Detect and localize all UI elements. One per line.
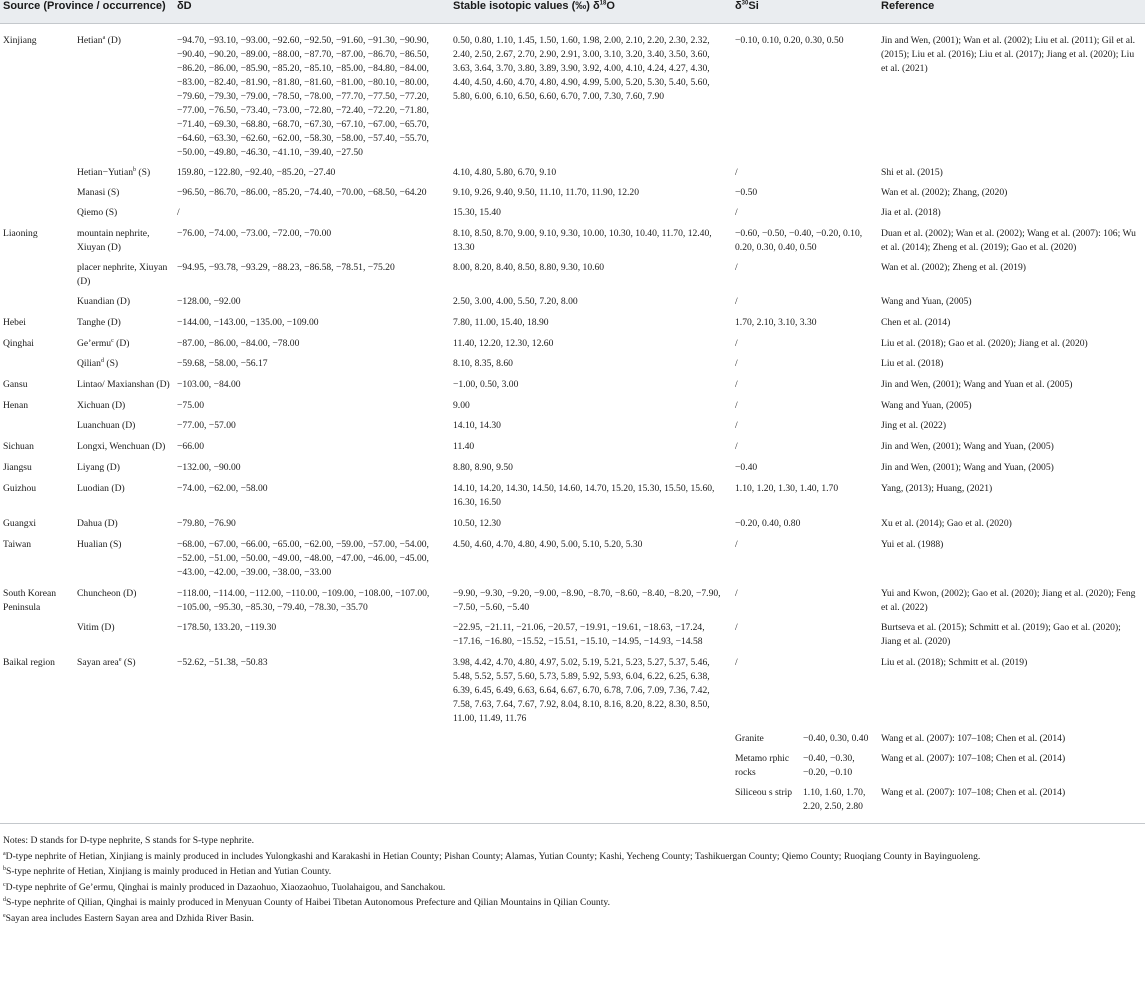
d30Si-values-cell: / — [735, 539, 738, 550]
occurrence-name: Luodian (D) — [77, 483, 125, 494]
d18O-values-cell: 4.50, 4.60, 4.70, 4.80, 4.90, 5.00, 5.10, 5.20, 5.30 — [453, 539, 643, 550]
reference-cell: Duan et al. (2002); Wan et al. (2002); Wang et al. (2007): 106; Wu et al. (2014); Zheng et al. (2019); Gao et al. (2020) — [881, 228, 1136, 253]
footnote-marker: c — [111, 337, 114, 344]
occurrence-cell — [74, 314, 174, 335]
d18O-values-cell: 11.40, 12.20, 12.30, 12.60 — [453, 338, 554, 349]
d18O-values-cell: 14.10, 14.20, 14.30, 14.50, 14.60, 14.70, 15.20, 15.30, 15.50, 15.60, 16.30, 16.50 — [453, 483, 715, 508]
d30Si-values-cell: / — [735, 441, 738, 452]
d18O-values-cell: 3.98, 4.42, 4.70, 4.80, 4.97, 5.02, 5.19, 5.21, 5.23, 5.27, 5.37, 5.46, 5.48, 5.52, 5.57, 5.60, 5.73, 5.89, 5.92, 5.93, 6.04, 6.22, 6.25, 6.38, 6.39, 6.45, 6.49, 6.63, 6.64, 6.67, 6.70, 6.78, 7.06, 7.09, 7.36, 7.42, 7.58, 7.63, 7.64, 7.67, 7.92, 8.04, 8.10, 8.16, 8.20, 8.22, 8.30, 8.50, 11.00, 11.49, 11.76 — [453, 657, 710, 724]
header-d30Si-suffix: Si — [748, 0, 759, 12]
d30Si-values-cell: −0.60, −0.50, −0.40, −0.20, 0.10, 0.20, 0.30, 0.40, 0.50 — [735, 228, 863, 253]
dD-values-cell: / — [177, 207, 180, 218]
d18O-values-cell: 0.50, 0.80, 1.10, 1.45, 1.50, 1.60, 1.98, 2.00, 2.10, 2.20, 2.30, 2.32, 2.40, 2.50, 2.67, 2.70, 2.90, 2.91, 3.00, 3.10, 3.20, 3.40, 3.50, 3.60, 3.63, 3.64, 3.70, 3.80, 3.89, 3.90, 3.92, 4.00, 4.10, 4.24, 4.27, 4.30, 4.40, 4.50, 4.60, 4.70, 4.80, 4.90, 4.99, 5.00, 5.20, 5.30, 5.40, 5.60, 5.80, 6.00, 6.10, 6.50, 6.60, 6.70, 7.00, 7.30, 7.60, 7.90 — [453, 35, 710, 102]
d18O-values-cell: −22.95, −21.11, −21.06, −20.57, −19.91, −19.61, −18.63, −17.24, −17.16, −16.80, −15.52, −15.51, −15.10, −14.95, −14.93, −14.58 — [453, 622, 705, 647]
reference-cell: Xu et al. (2014); Gao et al. (2020) — [881, 518, 1012, 529]
d30Si-values-cell: / — [735, 262, 738, 273]
note-b-marker: b — [3, 865, 6, 872]
d18O-values-cell: 7.80, 11.00, 15.40, 18.90 — [453, 317, 549, 328]
d18O-values-cell: 9.00 — [453, 400, 470, 411]
si-values-cell: −0.40, −0.30, −0.20, −0.10 — [803, 753, 855, 778]
occurrence-name: Hetian−Yutian — [77, 167, 134, 178]
occurrence-cell — [74, 585, 174, 620]
header-source: Source (Province / occurrence) — [0, 0, 174, 24]
province-cell: Baikal region — [3, 657, 55, 668]
reference-cell: Wang et al. (2007): 107–108; Chen et al. (2014) — [881, 753, 1066, 764]
province-cell — [0, 205, 74, 225]
note-c-marker: c — [3, 881, 6, 888]
d30Si-values-cell: −0.40 — [735, 462, 758, 473]
note-d-text: S-type nephrite of Qilian, Qinghai is mainly produced in Menyuan County of Haibei Tibetan Autonomous Prefecture and Qilian Mountains in Qilian County. — [6, 897, 610, 908]
province-cell: Xinjiang — [3, 35, 37, 46]
reference-cell: Wan et al. (2002); Zheng et al. (2019) — [881, 262, 1026, 273]
table-row — [0, 356, 1145, 376]
empty-cell — [0, 731, 732, 751]
dD-values-cell: −76.00, −74.00, −73.00, −72.00, −70.00 — [177, 228, 332, 239]
footnote-marker: d — [100, 357, 104, 364]
dD-values-cell: −132.00, −90.00 — [177, 462, 241, 473]
table-row — [0, 24, 1145, 166]
occurrence-name: Sayan area — [77, 657, 119, 668]
d30Si-values-cell: −0.10, 0.10, 0.20, 0.30, 0.50 — [735, 35, 844, 46]
occurrence-name: Qilian — [77, 358, 101, 369]
d18O-values-cell: 8.00, 8.20, 8.40, 8.50, 8.80, 9.30, 10.60 — [453, 262, 605, 273]
reference-cell: Wang and Yuan, (2005) — [881, 400, 972, 411]
empty-cell — [0, 785, 732, 819]
dD-values-cell: −94.95, −93.78, −93.29, −88.23, −86.58, −78.51, −75.20 — [177, 262, 395, 273]
footnote-marker: b — [133, 166, 137, 173]
occurrence-cell — [74, 24, 174, 166]
reference-cell: Liu et al. (2018) — [881, 358, 944, 369]
reference-cell: Jing et al. (2022) — [881, 420, 947, 431]
reference-cell: Yang, (2013); Huang, (2021) — [881, 483, 993, 494]
occurrence-cell — [74, 356, 174, 376]
note-c — [3, 880, 1142, 896]
dD-values-cell: −77.00, −57.00 — [177, 420, 236, 431]
table-row — [0, 620, 1145, 654]
d30Si-values-cell: / — [735, 622, 738, 633]
si-values-cell: 1.10, 1.60, 1.70, 2.20, 2.50, 2.80 — [803, 787, 866, 812]
dD-values-cell: 159.80, −122.80, −92.40, −85.20, −27.40 — [177, 167, 336, 178]
occurrence-cell — [74, 480, 174, 515]
d30Si-values-cell: 1.70, 2.10, 3.10, 3.30 — [735, 317, 817, 328]
d18O-values-cell: −1.00, 0.50, 3.00 — [453, 379, 519, 390]
si-reference-row — [0, 751, 1145, 785]
occurrence-cell — [74, 418, 174, 438]
d18O-values-cell: 11.40 — [453, 441, 475, 452]
province-cell: Jiangsu — [3, 462, 32, 473]
province-cell: South Korean Peninsula — [3, 588, 57, 613]
reference-cell: Wan et al. (2002); Zhang, (2020) — [881, 187, 1008, 198]
d30Si-values-cell: / — [735, 167, 738, 178]
d30Si-values-cell: / — [735, 207, 738, 218]
province-cell: Gansu — [3, 379, 28, 390]
nephrite-type: (S) — [136, 167, 151, 178]
province-cell: Taiwan — [3, 539, 32, 550]
d18O-values-cell: 8.10, 8.35, 8.60 — [453, 358, 513, 369]
dD-values-cell: −75.00 — [177, 400, 204, 411]
occurrence-cell — [74, 260, 174, 294]
reference-cell: Jin and Wen, (2001); Wang and Yuan, (2005) — [881, 441, 1054, 452]
province-cell — [0, 418, 74, 438]
dD-values-cell: −118.00, −114.00, −112.00, −110.00, −109.00, −108.00, −107.00, −105.00, −95.30, −85.30, −79.40, −78.30, −35.70 — [177, 588, 430, 613]
table-row — [0, 260, 1145, 294]
header-d18O-suffix: O — [606, 0, 615, 12]
table-row — [0, 438, 1145, 459]
occurrence-cell — [74, 225, 174, 260]
nephrite-type: (S) — [103, 358, 119, 369]
occurrence-cell — [74, 620, 174, 654]
reference-cell: Shi et al. (2015) — [881, 167, 943, 178]
rock-type-cell: Siliceou s strip — [735, 787, 793, 798]
table-row — [0, 185, 1145, 205]
rock-type-cell: Metamo rphic rocks — [735, 753, 790, 778]
occurrence-name: Liyang (D) — [77, 462, 120, 473]
occurrence-name: Hualian (S) — [77, 539, 122, 550]
note-e — [3, 911, 1142, 927]
header-d18O-text: Stable isotopic values (‰) δ — [453, 0, 600, 12]
reference-cell: Burtseva et al. (2015); Schmitt et al. (2019); Gao et al. (2020); Jiang et al. (2020) — [881, 622, 1121, 647]
occurrence-cell — [74, 515, 174, 536]
d18O-values-cell: 10.50, 12.30 — [453, 518, 501, 529]
dD-values-cell: −103.00, −84.00 — [177, 379, 241, 390]
occurrence-name: Chuncheon (D) — [77, 588, 137, 599]
occurrence-cell — [74, 165, 174, 185]
dD-values-cell: −52.62, −51.38, −50.83 — [177, 657, 268, 668]
reference-cell: Jin and Wen, (2001); Wan et al. (2002); Liu et al. (2011); Gil et al. (2015); Liu et al. (2016); Liu et al. (2017); Jiang et al. (2020); Liu et al. (2021) — [881, 35, 1136, 74]
dD-values-cell: −74.00, −62.00, −58.00 — [177, 483, 268, 494]
dD-values-cell: −68.00, −67.00, −66.00, −65.00, −62.00, −59.00, −57.00, −54.00, −52.00, −51.00, −50.00, −49.00, −48.00, −47.00, −46.00, −45.00, −43.00, −42.00, −39.00, −38.00, −33.00 — [177, 539, 429, 578]
d18O-values-cell: 4.10, 4.80, 5.80, 6.70, 9.10 — [453, 167, 557, 178]
note-main: Notes: D stands for D-type nephrite, S stands for S-type nephrite. — [3, 835, 254, 846]
d30Si-values-cell: −0.20, 0.40, 0.80 — [735, 518, 801, 529]
occurrence-cell — [74, 397, 174, 418]
reference-cell: Wang et al. (2007): 107–108; Chen et al. (2014) — [881, 733, 1066, 744]
d30Si-values-cell: / — [735, 657, 738, 668]
table-row — [0, 314, 1145, 335]
reference-cell: Jin and Wen, (2001); Wang and Yuan et al. (2005) — [881, 379, 1073, 390]
table-row — [0, 225, 1145, 260]
table-row — [0, 165, 1145, 185]
d30Si-values-cell: / — [735, 296, 738, 307]
si-values-cell: −0.40, 0.30, 0.40 — [803, 733, 869, 744]
province-cell — [0, 356, 74, 376]
occurrence-name: mountain nephrite, Xiuyan (D) — [77, 228, 150, 253]
province-cell: Guangxi — [3, 518, 37, 529]
table-row — [0, 480, 1145, 515]
province-cell — [0, 620, 74, 654]
table-row — [0, 397, 1145, 418]
header-dD: δD — [174, 0, 450, 24]
note-b — [3, 864, 1142, 880]
reference-cell: Liu et al. (2018); Gao et al. (2020); Jiang et al. (2020) — [881, 338, 1088, 349]
occurrence-name: Manasi (S) — [77, 187, 120, 198]
reference-cell: Yui and Kwon, (2002); Gao et al. (2020); Jiang et al. (2020); Feng et al. (2022) — [881, 588, 1136, 613]
occurrence-name: Ge’ermu — [77, 338, 112, 349]
empty-cell — [0, 751, 732, 785]
d18O-values-cell: 9.10, 9.26, 9.40, 9.50, 11.10, 11.70, 11.90, 12.20 — [453, 187, 640, 198]
table-row — [0, 335, 1145, 356]
dD-values-cell: −79.80, −76.90 — [177, 518, 236, 529]
occurrence-name: Longxi, Wenchuan (D) — [77, 441, 166, 452]
header-d18O-sup: 18 — [599, 0, 607, 7]
nephrite-type: (D) — [113, 338, 130, 349]
header-d30Si — [732, 0, 878, 24]
province-cell — [0, 165, 74, 185]
occurrence-name: placer nephrite, Xiuyan (D) — [77, 262, 168, 287]
occurrence-name: Xichuan (D) — [77, 400, 126, 411]
nephrite-type: (S) — [121, 657, 136, 668]
province-cell: Hebei — [3, 317, 26, 328]
header-d30Si-sup: 30 — [741, 0, 749, 7]
d30Si-values-cell: / — [735, 338, 738, 349]
d18O-values-cell: 15.30, 15.40 — [453, 207, 501, 218]
province-cell — [0, 185, 74, 205]
dD-values-cell: −144.00, −143.00, −135.00, −109.00 — [177, 317, 319, 328]
note-c-text: D-type nephrite of Ge’ermu, Qinghai is mainly produced in Dazaohuo, Xiaozaohuo, Tuolahaigou, and Sanchakou. — [5, 881, 446, 893]
d30Si-values-cell: / — [735, 420, 738, 431]
note-a — [3, 849, 1142, 865]
dD-values-cell: −94.70, −93.10, −93.00, −92.60, −92.50, −91.60, −91.30, −90.90, −90.40, −90.20, −89.00, −88.00, −87.70, −87.00, −86.70, −86.50, −86.20, −86.00, −85.90, −85.20, −85.10, −85.00, −84.80, −84.00, −83.00, −82.40, −81.90, −81.80, −81.60, −81.00, −80.10, −80.00, −79.60, −79.30, −79.00, −78.50, −78.00, −77.70, −77.50, −77.20, −77.00, −76.50, −73.40, −73.00, −72.80, −72.40, −72.20, −71.80, −71.40, −69.30, −68.80, −68.70, −67.30, −67.10, −67.00, −65.70, −64.60, −63.30, −62.60, −62.00, −58.30, −58.00, −57.40, −55.70, −50.00, −49.80, −46.30, −41.10, −39.40, −27.50 — [177, 35, 429, 158]
occurrence-cell — [74, 536, 174, 585]
note-a-marker: a — [3, 850, 6, 857]
occurrence-name: Lintao/ Maxianshan (D) — [77, 379, 170, 390]
dD-values-cell: −96.50, −86.70, −86.00, −85.20, −74.40, −70.00, −68.50, −64.20 — [177, 187, 427, 198]
table-body — [0, 24, 1145, 820]
d18O-values-cell: −9.90, −9.30, −9.20, −9.00, −8.90, −8.70, −8.60, −8.40, −8.20, −7.90, −7.50, −5.60, −5.40 — [453, 588, 721, 613]
reference-cell: Wang and Yuan, (2005) — [881, 296, 972, 307]
d30Si-values-cell: 1.10, 1.20, 1.30, 1.40, 1.70 — [735, 483, 839, 494]
header-d18O — [450, 0, 732, 24]
dD-values-cell: −87.00, −86.00, −84.00, −78.00 — [177, 338, 300, 349]
d18O-values-cell: 8.10, 8.50, 8.70, 9.00, 9.10, 9.30, 10.00, 10.30, 10.40, 11.70, 12.40, 13.30 — [453, 228, 712, 253]
footnote-marker: a — [102, 34, 106, 41]
table-row — [0, 376, 1145, 397]
header-d30Si-text: δ — [735, 0, 742, 12]
occurrence-cell — [74, 438, 174, 459]
dD-values-cell: −66.00 — [177, 441, 204, 452]
dD-values-cell: −59.68, −58.00, −56.17 — [177, 358, 268, 369]
table-notes — [0, 823, 1145, 926]
note-a-text: D-type nephrite of Hetian, Xinjiang is mainly produced in includes Yulongkashi and Karakashi in Hetian County; Pishan County; Alamas, Yutian County; Kashi, Yecheng County; Tashikuergan County; Qiemo County; Ruoqiang County in Bayinguoleng. — [5, 850, 981, 862]
occurrence-name: Kuandian (D) — [77, 296, 131, 307]
occurrence-name: Tanghe (D) — [77, 317, 121, 328]
occurrence-cell — [74, 459, 174, 480]
occurrence-name: Luanchuan (D) — [77, 420, 136, 431]
reference-cell: Chen et al. (2014) — [881, 317, 951, 328]
note-d-marker: d — [3, 896, 6, 903]
note-b-text: S-type nephrite of Hetian, Xinjiang is mainly produced in Hetian and Yutian County. — [6, 866, 332, 877]
reference-cell: Jin and Wen, (2001); Wang and Yuan, (2005) — [881, 462, 1054, 473]
occurrence-cell — [74, 335, 174, 356]
occurrence-cell — [74, 294, 174, 314]
table-row — [0, 459, 1145, 480]
nephrite-type: (D) — [105, 35, 121, 46]
table-row — [0, 536, 1145, 585]
table-header-row — [0, 0, 1145, 24]
d30Si-values-cell: / — [735, 588, 738, 599]
province-cell: Guizhou — [3, 483, 37, 494]
table-row — [0, 205, 1145, 225]
table-row — [0, 654, 1145, 731]
d18O-values-cell: 14.10, 14.30 — [453, 420, 501, 431]
occurrence-name: Qiemo (S) — [77, 207, 118, 218]
province-cell — [0, 294, 74, 314]
table-row — [0, 294, 1145, 314]
province-cell: Liaoning — [3, 228, 38, 239]
dD-values-cell: −178.50, 133.20, −119.30 — [177, 622, 277, 633]
dD-values-cell: −128.00, −92.00 — [177, 296, 241, 307]
province-cell: Qinghai — [3, 338, 34, 349]
d18O-values-cell: 8.80, 8.90, 9.50 — [453, 462, 513, 473]
header-reference: Reference — [878, 0, 1145, 24]
occurrence-name: Dahua (D) — [77, 518, 118, 529]
d30Si-values-cell: / — [735, 400, 738, 411]
d30Si-values-cell: / — [735, 379, 738, 390]
occurrence-name: Vitim (D) — [77, 622, 115, 633]
table-row — [0, 515, 1145, 536]
occurrence-cell — [74, 185, 174, 205]
province-cell — [0, 260, 74, 294]
d30Si-values-cell: −0.50 — [735, 187, 758, 198]
table-row — [0, 585, 1145, 620]
table-row — [0, 418, 1145, 438]
si-reference-row — [0, 785, 1145, 819]
reference-cell: Wang et al. (2007): 107–108; Chen et al. (2014) — [881, 787, 1066, 798]
d30Si-values-cell: / — [735, 358, 738, 369]
note-d — [3, 895, 1142, 911]
footnote-marker: e — [118, 656, 122, 663]
occurrence-cell — [74, 205, 174, 225]
occurrence-cell — [74, 654, 174, 731]
reference-cell: Jia et al. (2018) — [881, 207, 941, 218]
reference-cell: Yui et al. (1988) — [881, 539, 944, 550]
d18O-values-cell: 2.50, 3.00, 4.00, 5.50, 7.20, 8.00 — [453, 296, 578, 307]
province-cell: Sichuan — [3, 441, 34, 452]
rock-type-cell: Granite — [735, 733, 764, 744]
note-e-text: Sayan area includes Eastern Sayan area and Dzhida River Basin. — [5, 912, 254, 924]
reference-cell: Liu et al. (2018); Schmitt et al. (2019) — [881, 657, 1028, 668]
province-cell: Henan — [3, 400, 29, 411]
occurrence-cell — [74, 376, 174, 397]
note-e-marker: e — [3, 912, 6, 919]
occurrence-name: Hetian — [77, 35, 103, 46]
si-reference-row — [0, 731, 1145, 751]
